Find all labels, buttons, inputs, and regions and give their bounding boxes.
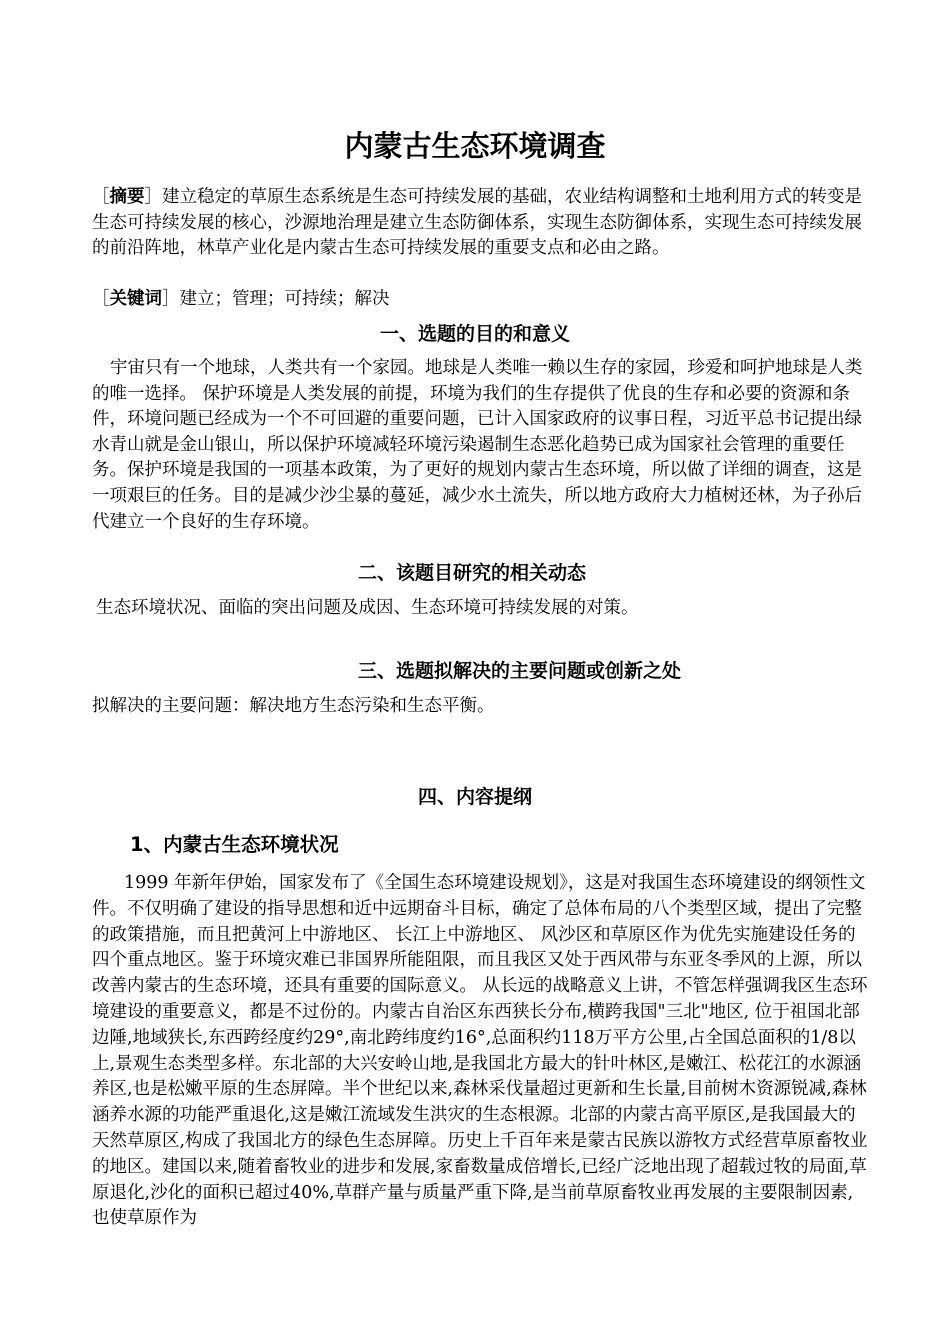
section-body-research-trends: 生态环境状况、面临的突出问题及成因、生态环境可持续发展的对策。: [96, 598, 639, 618]
keywords-text: 建立；管理；可持续；解决: [179, 289, 390, 309]
section-heading-problems: 三、选题拟解决的主要问题或创新之处: [358, 660, 682, 682]
keywords-line: [92, 287, 862, 313]
section-heading-outline: 四、内容提纲: [417, 786, 532, 808]
section-body-problems: 拟解决的主要问题：解决地方生态污染和生态平衡。: [92, 696, 495, 716]
abstract-text: 建立稳定的草原生态系统是生态可持续发展的基础，农业结构调整和土地利用方式的转变是生态可持续发展的核心，沙源地治理是建立生态防御体系，实现生态防御体系，实现生态可持续发展的前沿阵地，林草产业化是内蒙古生态可持续发展的重要支点和必由之路。: [92, 187, 862, 259]
keywords-close-bracket: ］: [162, 289, 180, 309]
abstract-close-bracket: ］: [144, 187, 162, 207]
abstract-tag: 摘要: [109, 187, 145, 207]
abstract-paragraph: [92, 185, 862, 262]
document-title: 内蒙古生态环境调查: [344, 129, 606, 163]
subsection-body-status: 1999 年新年伊始，国家发布了《全国生态环境建设规划》，这是对我国生态环境建设的纲领性文件。不仅明确了建设的指导思想和近中远期奋斗目标，确定了总体布局的八个类型区域，提出了完整的政策措施，而且把黄河上中游地区、 长江上中游地区、 风沙区和草原区作为优先实施建设任务的四个重点地区。鉴于环境灾难已非国界所能阻限，而且我区又处于西风带与东亚冬季风的上源，所以改善内蒙古的生态环境，还具有重要的国际意义。 从长远的战略意义上讲，不管怎样强调我区生态环境建设的重要意义，都是不过份的。内蒙古自治区东西狭长分布,横跨我国"三北"地区, 位于祖国北部边陲,地域狭长,东西跨经度约29°,南北跨纬度约16°,总面积约118万平方公里,占全国总面积的1/8以上,景观生态类型多样。东北部的大兴安岭山地,是我国北方最大的针叶林区,是嫩江、松花江的水源涵养区,也是松嫩平原的生态屏障。半个世纪以来,森林采伐量超过更新和生长量,目前树木资源锐减,森林涵养水源的功能严重退化,这是嫩江流域发生洪灾的生态根源。北部的内蒙古高平原区,是我国最大的天然草原区,构成了我国北方的绿色生态屏障。历史上千百年来是蒙古民族以游牧方式经营草原畜牧业的地区。建国以来,随着畜牧业的进步和发展,家畜数量成倍增长,已经广泛地出现了超载过牧的局面,草原退化,沙化的面积已超过40%,草群产量与质量严重下降,是当前草原畜牧业再发展的主要限制因素,也使草原作为: [92, 873, 868, 1229]
section-heading-research-trends: 二、该题目研究的相关动态: [358, 562, 587, 584]
section-body-purpose: 宇宙只有一个地球，人类共有一个家园。地球是人类唯一赖以生存的家园，珍爱和呵护地球是人类的唯一选择。 保护环境是人类发展的前提，环境为我们的生存提供了优良的生存和必要的资源和条件，环境问题已经成为一个不可回避的重要问题，已计入国家政府的议事日程，习近平总书记提出绿水青山就是金山银山，所以保护环境减轻环境污染遏制生态恶化趋势已成为国家社会管理的重要任务。保护环境是我国的一项基本政策，为了更好的规划内蒙古生态环境，所以做了详细的调查，这是一项艰巨的任务。目的是减少沙尘暴的蔓延，减少水土流失，所以地方政府大力植树还林，为子孙后代建立一个良好的生存环境。: [92, 358, 863, 532]
keywords-open-bracket: ［: [92, 289, 110, 309]
keywords-tag: 关键词: [109, 289, 162, 309]
abstract-open-bracket: ［: [92, 187, 110, 207]
section-heading-purpose: 一、选题的目的和意义: [379, 323, 570, 345]
subsection-heading-status: 1、内蒙古生态环境状况: [130, 833, 339, 856]
